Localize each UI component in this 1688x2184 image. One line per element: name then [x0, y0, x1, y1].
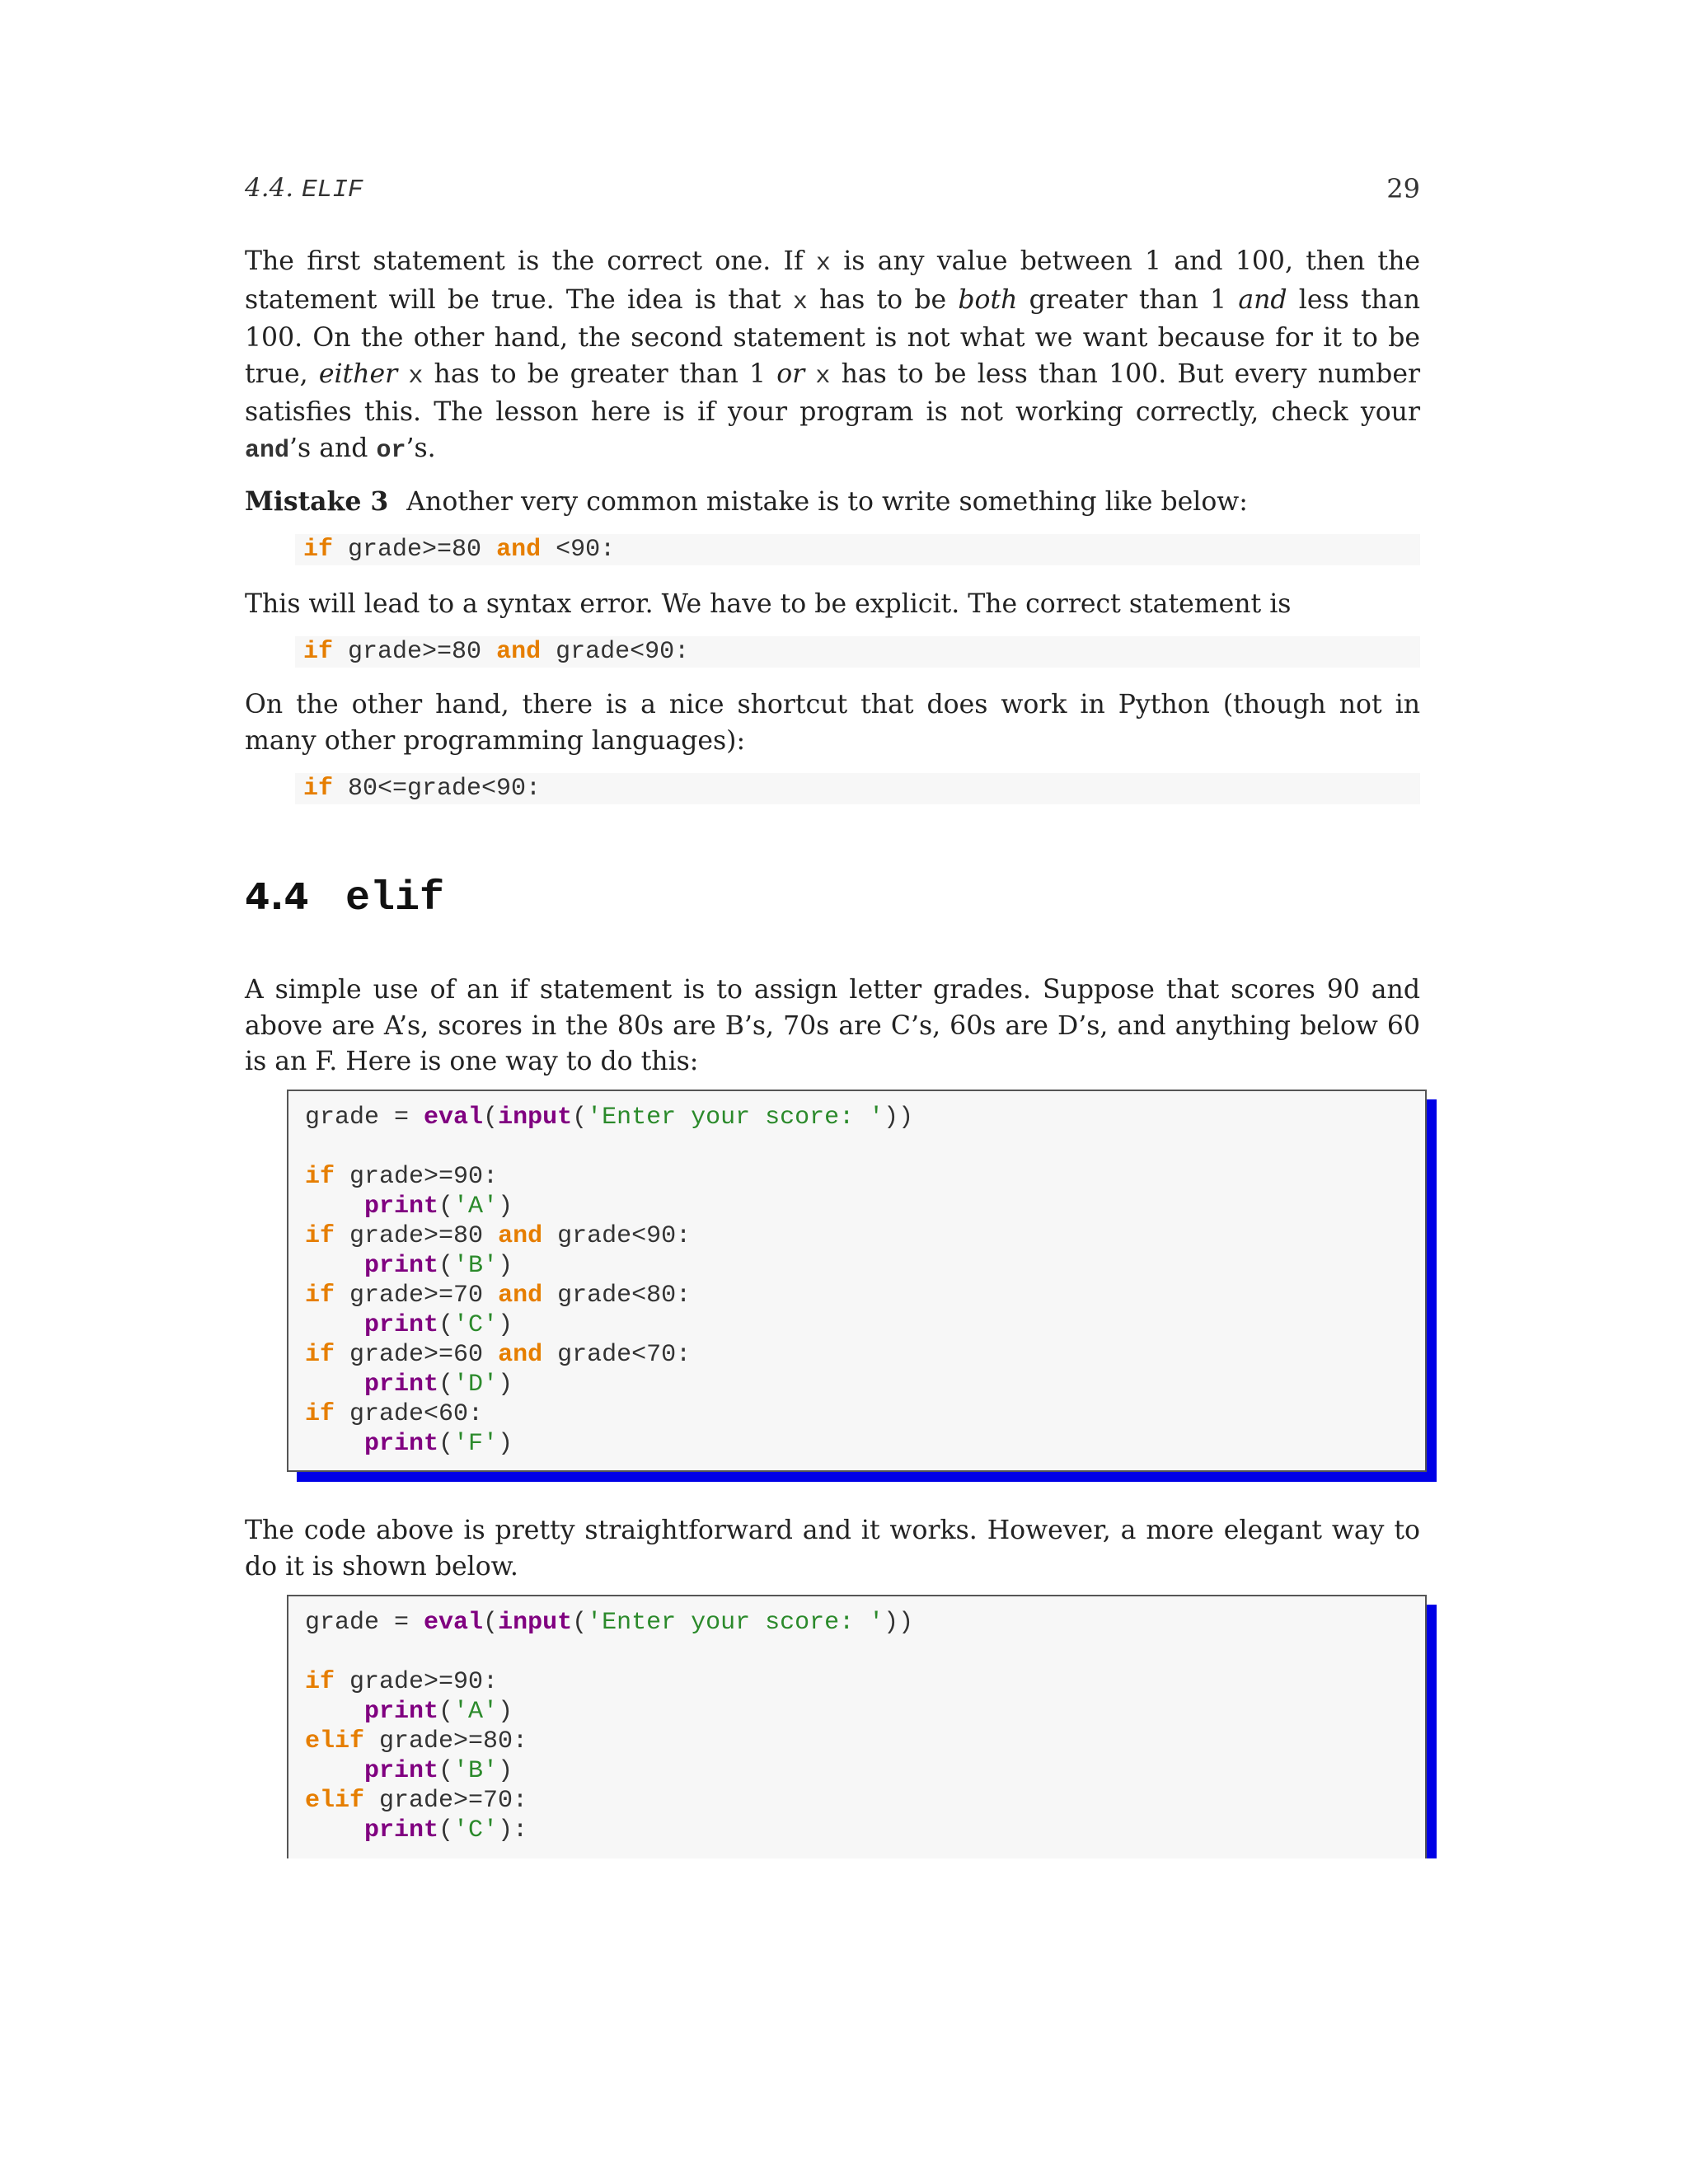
- mistake-3-paragraph: [245, 484, 1420, 521]
- code-keyword: if: [303, 536, 334, 564]
- code-line: print('A'): [364, 1698, 513, 1726]
- code-line: print('C'): [364, 1311, 513, 1339]
- text-run: has to be greater than 1: [423, 359, 777, 389]
- text-run: ’s.: [406, 433, 436, 463]
- paragraph-more-elegant: The code above is pretty straightforward and it works. However, a more elegant way to do it is shown below.: [245, 1516, 1420, 1582]
- code-text: 80<=grade<90:: [333, 775, 542, 803]
- code-frame-shadow-bottom: [297, 1472, 1437, 1482]
- code-line: grade = eval(input('Enter your score: ')): [305, 1609, 914, 1637]
- code-text: grade>=80: [333, 638, 497, 666]
- paragraph-syntax-error: This will lead to a syntax error. We have to be explicit. The correct statement is: [245, 589, 1292, 619]
- code-frame-shadow-right: [1427, 1099, 1437, 1482]
- code-snippet-wrong: [295, 534, 1420, 565]
- code-line: grade = eval(input('Enter your score: ')): [305, 1104, 914, 1132]
- code-line: if grade>=60 and grade<70:: [305, 1341, 692, 1369]
- section-heading: [245, 875, 444, 922]
- paragraph-and-or-explanation: [245, 244, 1420, 469]
- code-line: elif grade>=70:: [305, 1787, 528, 1815]
- inline-code-x: x: [815, 250, 831, 278]
- code-line: print('F'): [364, 1430, 513, 1458]
- text-run: [397, 359, 408, 389]
- emphasis-and: and: [1238, 284, 1287, 315]
- text-run: [804, 359, 815, 389]
- code-block-if-chain: [287, 1090, 1427, 1472]
- emphasis-either: either: [318, 359, 398, 389]
- text-run: has to be less than 100. But every number satisfies this. The lesson here is if your program is not working correctly, check your: [245, 359, 1421, 427]
- running-head-section-title: ELIF: [302, 176, 363, 204]
- running-head-section-number: 4.4.: [245, 173, 294, 203]
- code-keyword: and: [496, 638, 542, 666]
- code-frame-shadow-right: [1427, 1605, 1437, 1858]
- code-line: print('A'): [364, 1193, 513, 1221]
- text-run: has to be: [807, 284, 959, 315]
- code-snippet-shortcut: [295, 773, 1420, 804]
- inline-code-x: x: [408, 362, 424, 391]
- code-text: <90:: [541, 536, 616, 564]
- code-lines: [305, 1608, 913, 1845]
- paragraph-shortcut: On the other hand, there is a nice shortcut that does work in Python (though not in many other programming languages):: [245, 690, 1420, 756]
- code-line: if grade>=90:: [305, 1163, 499, 1191]
- code-line: if grade>=80 and grade<90:: [305, 1222, 692, 1250]
- code-keyword: if: [303, 775, 334, 803]
- mistake-label: Mistake 3: [245, 486, 389, 517]
- code-keyword: if: [303, 638, 334, 666]
- code-lines: [305, 1103, 913, 1459]
- section-number: 4.4: [245, 876, 309, 918]
- code-snippet-correct: [295, 636, 1420, 668]
- code-line: print('C'):: [364, 1816, 528, 1844]
- code-line: if grade>=90:: [305, 1668, 499, 1696]
- code-line: print('D'): [364, 1371, 513, 1399]
- code-line: if grade>=70 and grade<80:: [305, 1282, 692, 1310]
- code-text: grade<90:: [541, 638, 690, 666]
- text-run: The first statement is the correct one. If: [245, 246, 816, 276]
- code-line: if grade<60:: [305, 1400, 484, 1428]
- code-block-elif-chain: [287, 1595, 1427, 1858]
- inline-code-x: x: [815, 362, 831, 391]
- code-line: print('B'): [364, 1757, 513, 1785]
- inline-keyword-or: or: [376, 436, 406, 465]
- code-text: grade>=80: [333, 536, 497, 564]
- inline-code-x: x: [792, 288, 808, 316]
- text-run: ’s and: [289, 433, 377, 463]
- paragraph-letter-grades: A simple use of an if statement is to assign letter grades. Suppose that scores 90 and above are A’s, scores in the 80s are B’s, 70s are C’s, 60s are D’s, and anything below 60 is an F. Here is one way to do this:: [245, 975, 1420, 1076]
- mistake-text: Another very common mistake is to write something like below:: [406, 487, 1248, 517]
- code-line: elif grade>=80:: [305, 1727, 528, 1755]
- section-title: elif: [345, 875, 444, 922]
- code-line: print('B'): [364, 1252, 513, 1280]
- code-keyword: and: [496, 536, 542, 564]
- page-number: 29: [1386, 173, 1420, 204]
- text-run: less than 100. On the other hand, the second statement is not what we want because for it to be true,: [245, 284, 1421, 389]
- running-head: [245, 173, 363, 204]
- text-run: is any value between 1 and 100, then the statement will be true. The idea is that: [245, 246, 1420, 315]
- inline-keyword-and: and: [245, 436, 290, 465]
- emphasis-or: or: [776, 359, 805, 389]
- text-run: greater than 1: [1017, 284, 1239, 315]
- emphasis-both: both: [958, 284, 1018, 315]
